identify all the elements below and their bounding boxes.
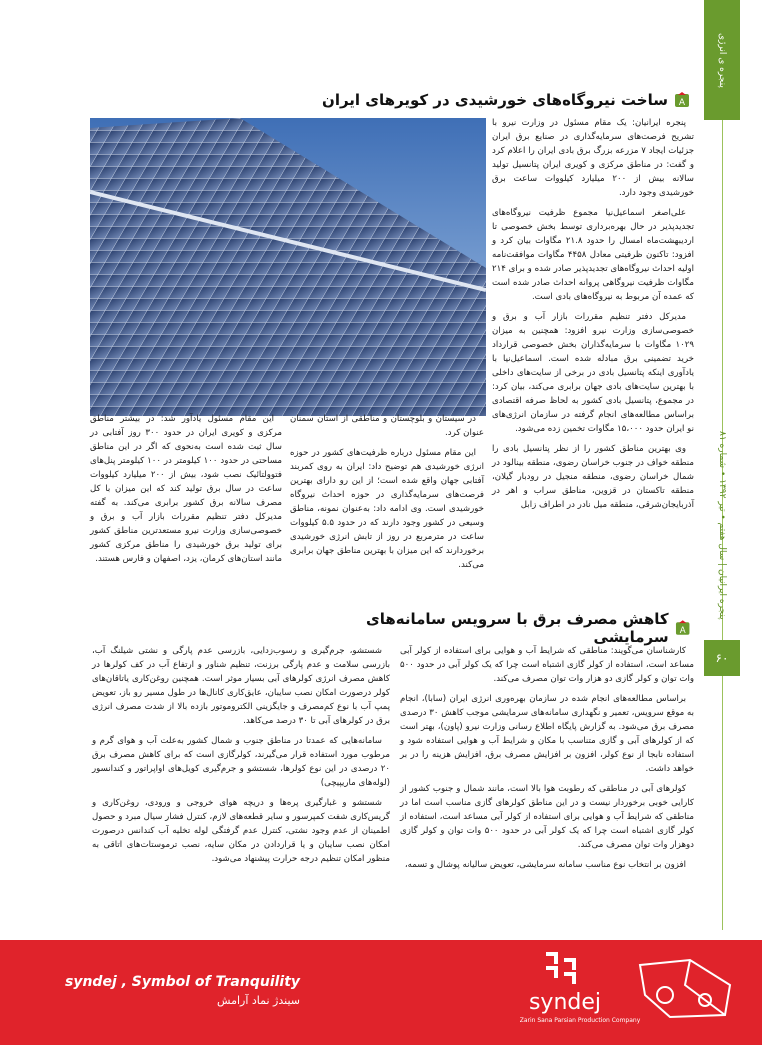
brand-name: syndej bbox=[528, 990, 602, 1015]
article-2-column-right bbox=[400, 644, 694, 930]
footer-slogan-persian: سیندژ نماد آرامش bbox=[217, 994, 300, 1007]
paragraph: سامانه‌هایی که عمدتا در مناطق جنوب و شمال کشور به‌علت آب و هوای گرم و مرطوب مورد استفاده قرار می‌گیرند، کولرگازی است که برای کاهش مصرف برق ۲۰ درصدی در این نوع کولرها، شستشو و جرم‌گیری کویل‌های اواپراتور و کندانسور (لوله‌های ماریپیچی) bbox=[92, 736, 390, 788]
paragraph: این مقام مسئول یادآور شد: در بیشتر مناطق مرکزی و کویری ایران در حدود ۳۰۰ روز آفتابی در سال ثبت شده است به‌نحوی که اگر در این مناطق مساحتی در حدود ۱۰۰ کیلومتر در ۱۰۰ کیلومتر پنل‌های فتوولتائیک نصب شود، بیش از ۲۰۰ میلیارد کیلووات ساعت در سال برق تولید کند که این میزان با کل مصرف سالانه برق کشور برابری می‌کند. به گفته مدیرکل دفتر تنظیم مقررات بازار آب و برق و خصوصی‌سازی وزارت نیرو مستعدترین مناطق کشور برای تولید برق خورشیدی را مناطق مرکزی کشور مانند استان‌های کرمان، یزد، اصفهان و فارس هستند. bbox=[90, 414, 282, 564]
paragraph: کولرهای آبی در مناطقی که رطوبت هوا بالا است، مانند شمال و جنوب کشور از کارایی خوبی برخوردار نیست و در این مناطق کولرهای گازی مناسب است اما در مناطقی که شرایط آب و هوایی برای استفاده از کولر آبی مساعد است، استفاده از کولر گازی اشتباه است چرا که یک کولر آبی در حدود ۵۰۰ وات توان و کولر گازی دوهزار وات توان مصرف می‌کند. bbox=[400, 784, 694, 850]
article-1-title: ساخت نیروگاه‌های خورشیدی در کویرهای ایران bbox=[322, 91, 668, 109]
article-2-column-left bbox=[92, 644, 390, 930]
paragraph: این مقام مسئول درباره ظرفیت‌های کشور در حوزه انرژی خورشیدی هم توضیح داد: ایران به روی کمربند آفتابی جهان واقع شده است؛ از این رو دارای بهترین فرصت‌های سرمایه‌گذاری در حوزه احداث نیروگاه خورشیدی است. وی ادامه داد: به‌عنوان نمونه، مناطق وسیعی در کشور وجود دارند که در حدود ۵.۵ کیلووات ساعت در مترمربع در روز از تابش انرژی خورشیدی برخوردارند که این میزان با بهترین مناطق جهان برابری می‌کند. bbox=[290, 448, 484, 570]
article-2-header bbox=[300, 610, 690, 646]
article-1-column-left bbox=[90, 412, 282, 606]
article-1-column-right bbox=[492, 116, 694, 606]
paragraph: افزون بر انتخاب نوع مناسب سامانه سرمایشی، تعویض سالیانه پوشال و تسمه، bbox=[404, 860, 686, 870]
paragraph: شستشو و غبارگیری پره‌ها و دریچه هوای خروجی و ورودی، روغن‌کاری و گریس‌کاری شفت کمپرسور و سایر قطعه‌های لازم، کنترل فشار سیال مبرد و حصول اطمینان از عدم وجود نشتی، کنترل عدم گرفتگی لوله تخلیه آب کندانس درصورت امکان نصب سایبان و یا قراردادن در مکان سایه، نصب ترموستات‌های اتاقی به منظور امکان تنظیم درجه حرارت پیشنهاد می‌شود. bbox=[92, 798, 390, 864]
article-2-title: کاهش مصرف برق با سرویس سامانه‌های سرمایشی bbox=[366, 610, 669, 646]
paragraph: براساس مطالعه‌های انجام شده در سازمان بهره‌وری انرژی ایران (سابا)، انجام به موقع سرویس، تعمیر و نگهداری سامانه‌های سرمایشی موجب کاهش ۳۰ درصدی مصرف برق می‌شود. به گزارش پایگاه اطلاع رسانی وزارت نیرو (پاون)، بهتر است که از کولرهای آبی و گازی متناسب با مکان و شرایط آب و هوایی استفاده شود و استفاده نابجا از نوع کولر، افزون بر افزایش مصرف برق، افزایش هزینه را در بر خواهد داشت. bbox=[400, 694, 694, 774]
paragraph: علی‌اصغر اسماعیل‌نیا مجموع ظرفیت نیروگاه‌های تجدیدپذیر در حال بهره‌برداری توسط بخش خصوصی تا اردیبهشت‌ماه امسال را حدود ۲۱.۸ مگاوات بیان کرد و افزود: تاکنون ظرفیتی معادل ۴۴۵۸ مگاوات موافقت‌نامه اولیه احداث نیروگاه‌های تجدیدپذیر صادر شده و برای ۲۱۴ مگاوات ظرفیت نیروگاهی پروانه احداث صادر شده است که عمده آن مربوط به نیروگاه‌های بادی است. bbox=[492, 208, 694, 302]
page-number: ۶۰ bbox=[704, 640, 740, 676]
paragraph: در سیستان و بلوچستان و مناطقی از استان سمنان عنوان کرد. bbox=[290, 414, 484, 438]
svg-text:A: A bbox=[678, 98, 686, 108]
energy-badge-icon bbox=[674, 92, 690, 108]
article-1-column-middle bbox=[290, 412, 484, 606]
paragraph: وی بهترین مناطق کشور را از نظر پتانسیل بادی را منطقه خواف در جنوب خراسان رضوی، منطقه بینالود در شمال خراسان رضوی، منطقه منجیل در رودبار گیلان، منطقه تاکستان در قزوین، مناطق سراب و اهر در آذربایجان‌شرقی، منطقه میل نادر در اطراف زابل bbox=[492, 444, 694, 510]
paragraph: کارشناسان می‌گویند: مناطقی که شرایط آب و هوایی برای استفاده از کولر آبی مساعد است، استفاده از کولر گازی اشتباه است چرا که یک کولر آبی در حدود ۵۰۰ وات توان و کولر گازی دو هزار وات توان مصرف می‌کند. bbox=[400, 646, 694, 684]
issue-info: پنجره ایرانیان | سال هفتم • تیر ۱۳۹۲ • شماره ۸۱ bbox=[717, 430, 727, 620]
solar-panels-photo bbox=[90, 118, 486, 416]
article-1-header bbox=[300, 88, 690, 112]
paragraph: پنجره ایرانیان: یک مقام مسئول در وزارت نیرو با تشریح فرصت‌های سرمایه‌گذاری در صنایع برق ایران جزئیات ایجاد ۷ مزرعه بزرگ برق بادی ایران را اعلام کرد و گفت: در مناطق مرکزی و کویری ایران پتانسیل تولید سالانه بیش از ۲۰۰ میلیارد کیلووات ساعت برق خورشیدی وجود دارد. bbox=[492, 118, 695, 198]
svg-text:A: A bbox=[679, 625, 686, 636]
paragraph: شستشو، جرم‌گیری و رسوب‌زدایی، بازرسی عدم پارگی و نشتی شیلنگ آب، بازرسی سلامت و عدم پارگی برزنت، تنظیم شناور و ارتفاع آب در کف کولرها در کاهش مصرف انرژی کولرهای آبی بسیار موثر است. همچنین روغن‌کاری یاتاقان‌های کولر درصورت امکان نصب سایبان، عایق‌کاری کانال‌ها در طول مسیر رو باز، تعویض پمپ آب با نوع کم‌مصرف و جایگزینی الکتروموتور بازده بالا از شدت مصرف انرژی برق در کولرهای آبی تا ۳۰ درصد می‌کاهد. bbox=[92, 646, 390, 726]
syndej-logo-icon bbox=[540, 950, 590, 990]
company-name: Zarin Sana Parsian Production Company bbox=[519, 1017, 641, 1024]
energy-badge-icon bbox=[675, 620, 690, 636]
section-tab-label: پنجره ی انرژی bbox=[717, 32, 727, 88]
machine-outline-icon bbox=[630, 955, 740, 1025]
paragraph: مدیرکل دفتر تنظیم مقررات بازار آب و برق و خصوصی‌سازی وزارت نیرو افزود: همچنین به میزان ۱۰۲۹ مگاوات با سرمایه‌گذاران بخش خصوصی قرارداد خرید تضمینی برق مبادله شده است. اسماعیل‌نیا با یادآوری اینکه پتانسیل بادی در برخی از سایت‌های داخلی با بهترین سایت‌های بادی جهان برابری می‌کند، بیان کرد: در مجموع، پتانسیل بادی کشور به لحاظ صرفه اقتصادی براساس مطالعه‌های انجام گرفته در سازمان انرژی‌های نو ایران حدود ۱۵،۰۰۰ مگاوات تخمین زده می‌شود. bbox=[492, 312, 694, 434]
footer-slogan: syndej , Symbol of Tranquility bbox=[65, 974, 301, 990]
